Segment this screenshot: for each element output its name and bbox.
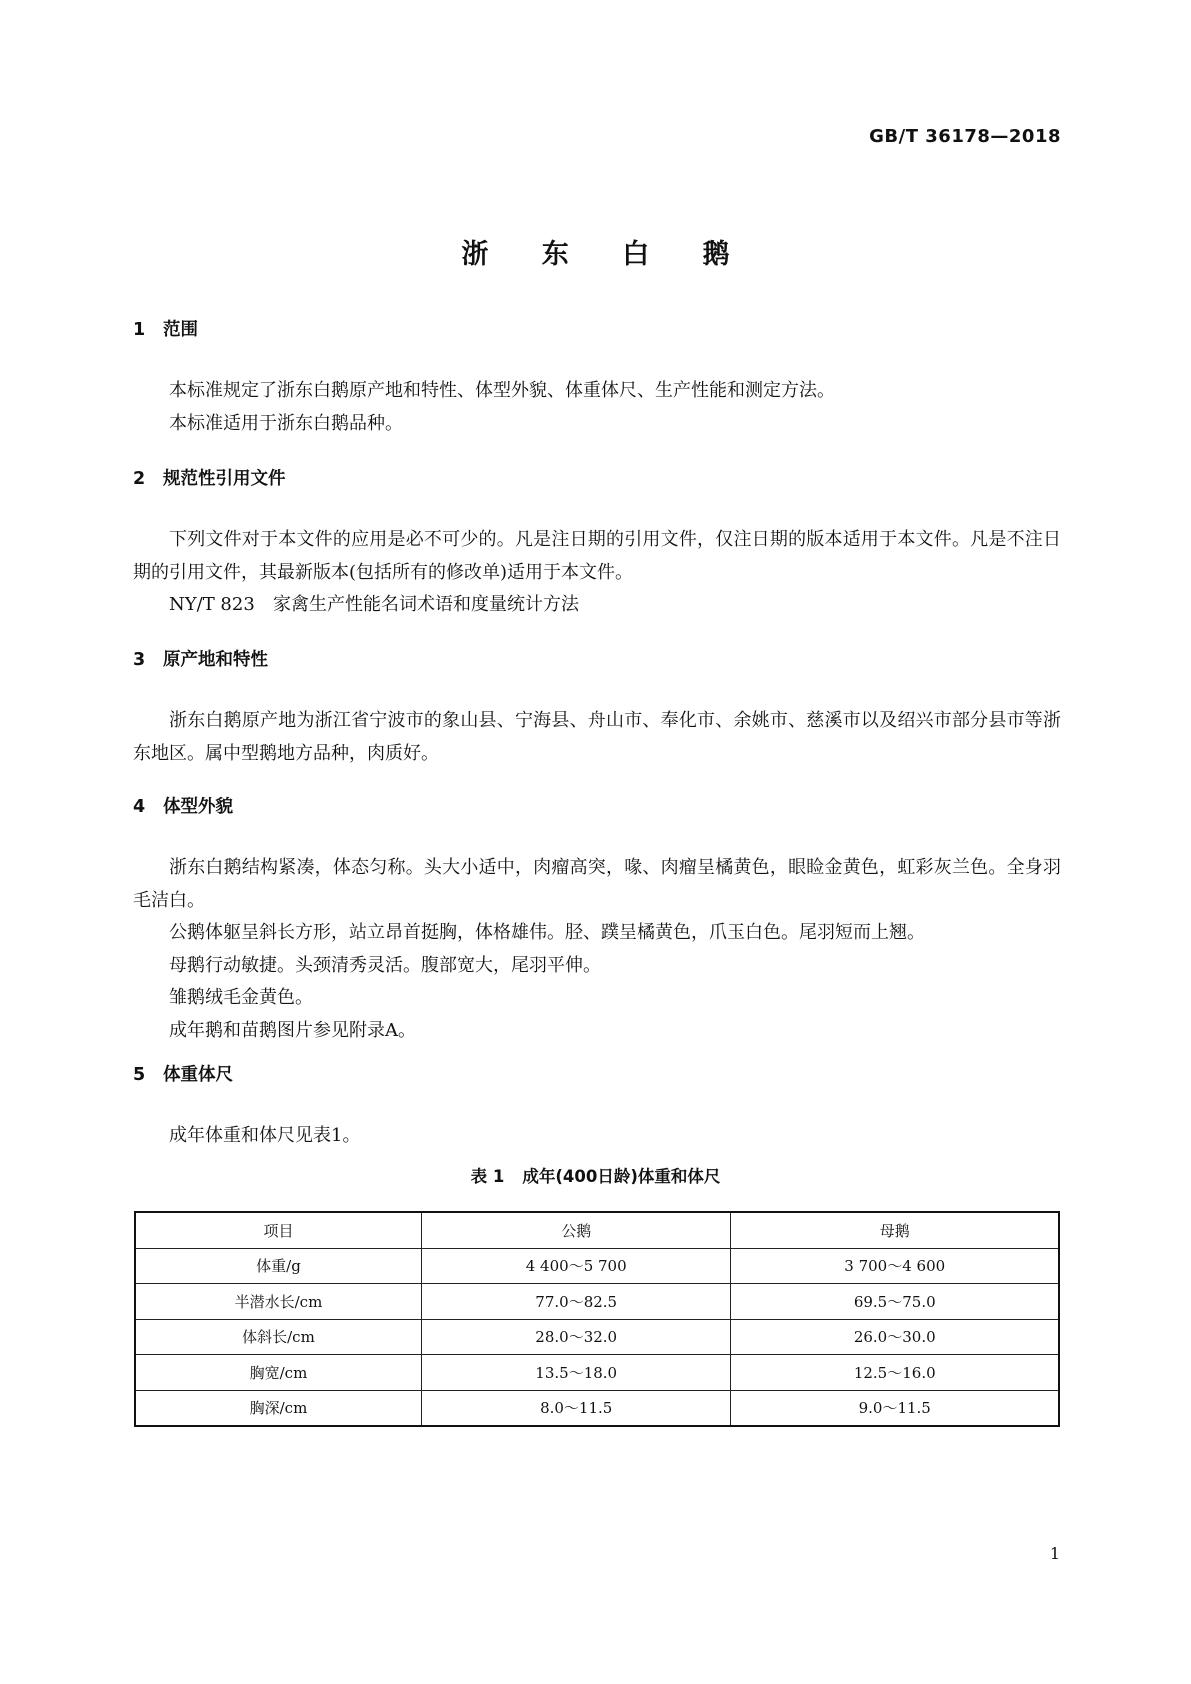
section-weight-measurements xyxy=(133,1063,1061,1153)
paragraph: 公鹅体躯呈斜长方形，站立昂首挺胸，体格雄伟。胫、蹼呈橘黄色，爪玉白色。尾羽短而上翘。 xyxy=(169,922,925,943)
table-cell: 3 700～4 600 xyxy=(731,1248,1059,1284)
section-scope xyxy=(133,318,1061,440)
reference-code: NY/T 823 xyxy=(169,594,255,615)
section-appearance xyxy=(133,795,1061,1047)
table-cell: 13.5～18.0 xyxy=(421,1355,731,1391)
table-cell: 12.5～16.0 xyxy=(731,1355,1059,1391)
page-number: 1 xyxy=(1049,1544,1060,1563)
section-heading xyxy=(133,795,1061,819)
section-heading xyxy=(133,1063,1061,1087)
section-number: 3 xyxy=(133,650,146,670)
section-number: 4 xyxy=(133,797,146,817)
table-cell: 8.0～11.5 xyxy=(421,1390,731,1426)
table-row xyxy=(135,1319,1059,1355)
table-cell: 69.5～75.0 xyxy=(731,1284,1059,1320)
table-cell: 体斜长/cm xyxy=(135,1319,421,1355)
paragraph: 成年鹅和苗鹅图片参见附录A。 xyxy=(169,1019,416,1041)
paragraph: 雏鹅绒毛金黄色。 xyxy=(169,987,313,1008)
table-cell: 9.0～11.5 xyxy=(731,1390,1059,1426)
table-caption-label: 表 1 xyxy=(470,1167,505,1186)
table-cell: 胸深/cm xyxy=(135,1390,421,1426)
paragraph: 本标准规定了浙东白鹅原产地和特性、体型外貌、体重体尺、生产性能和测定方法。 xyxy=(169,380,835,401)
paragraph: 下列文件对于本文件的应用是必不可少的。凡是注日期的引用文件，仅注日期的版本适用于本文件。凡是不注日期的引用文件，其最新版本(包括所有的修改单)适用于本文件。 xyxy=(133,529,1061,583)
paragraph: 浙东白鹅结构紧凑，体态匀称。头大小适中，肉瘤高突，喙、肉瘤呈橘黄色，眼睑金黄色，虹彩灰兰色。全身羽毛洁白。 xyxy=(133,857,1061,911)
section-number: 2 xyxy=(133,469,146,489)
section-heading xyxy=(133,648,1061,672)
section-normative-references xyxy=(133,467,1061,622)
paragraph: 本标准适用于浙东白鹅品种。 xyxy=(169,412,403,434)
table-cell: 77.0～82.5 xyxy=(421,1284,731,1320)
table-caption-text: 成年(400日龄)体重和体尺 xyxy=(522,1167,721,1186)
table-caption xyxy=(0,1163,1191,1187)
section-body xyxy=(133,705,1061,770)
table-cell: 胸宽/cm xyxy=(135,1355,421,1391)
section-number: 5 xyxy=(133,1065,146,1085)
table-cell: 体重/g xyxy=(135,1248,421,1284)
section-title: 体型外貌 xyxy=(163,797,233,817)
section-body xyxy=(133,524,1061,622)
reference-entry xyxy=(133,589,1061,622)
section-body xyxy=(133,852,1061,1047)
section-heading xyxy=(133,318,1061,342)
document-title: 浙 东 白 鹅 xyxy=(461,239,752,270)
section-heading xyxy=(133,467,1061,491)
weight-measurement-table xyxy=(134,1211,1060,1427)
paragraph: 浙东白鹅原产地为浙江省宁波市的象山县、宁海县、舟山市、奉化市、余姚市、慈溪市以及绍兴市部分县市等浙东地区。属中型鹅地方品种，肉质好。 xyxy=(133,710,1061,764)
table-cell: 4 400～5 700 xyxy=(421,1248,731,1284)
section-title: 体重体尺 xyxy=(163,1065,233,1085)
table-row xyxy=(135,1355,1059,1391)
section-number: 1 xyxy=(133,320,146,340)
table-cell: 半潜水长/cm xyxy=(135,1284,421,1320)
table-cell: 26.0～30.0 xyxy=(731,1319,1059,1355)
section-title: 原产地和特性 xyxy=(163,650,268,670)
section-origin xyxy=(133,648,1061,770)
section-body xyxy=(133,1120,1061,1153)
table-row xyxy=(135,1284,1059,1320)
standard-code: GB/T 36178—2018 xyxy=(869,126,1061,147)
section-title: 范围 xyxy=(163,320,198,340)
paragraph: 成年体重和体尺见表1。 xyxy=(169,1125,361,1146)
table-header-cell: 母鹅 xyxy=(731,1212,1059,1248)
section-title: 规范性引用文件 xyxy=(163,469,286,489)
section-body xyxy=(133,375,1061,440)
reference-title: 家禽生产性能名词术语和度量统计方法 xyxy=(273,594,579,615)
table-header-row xyxy=(135,1212,1059,1248)
table-row xyxy=(135,1390,1059,1426)
table-header-cell: 项目 xyxy=(135,1212,421,1248)
table-row xyxy=(135,1248,1059,1284)
paragraph: 母鹅行动敏捷。头颈清秀灵活。腹部宽大，尾羽平伸。 xyxy=(169,954,601,976)
table-cell: 28.0～32.0 xyxy=(421,1319,731,1355)
table-header-cell: 公鹅 xyxy=(421,1212,731,1248)
